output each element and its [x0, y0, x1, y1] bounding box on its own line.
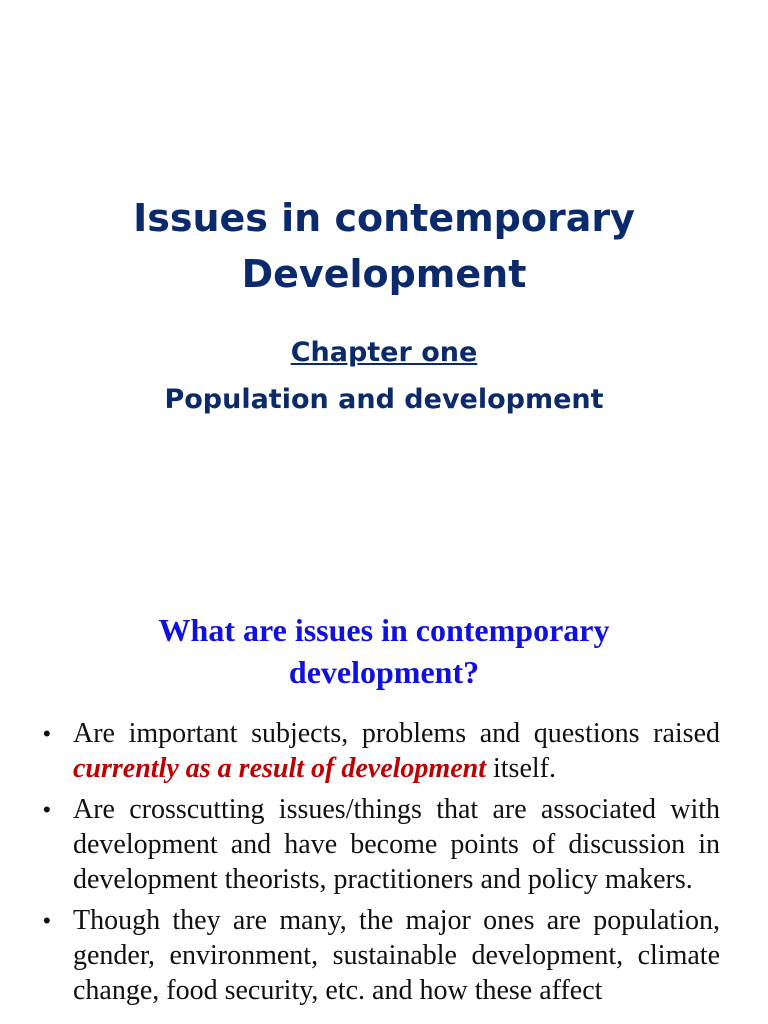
slide-title-line2: Development: [241, 252, 527, 296]
bullet-item: [43, 716, 720, 786]
bullet-text: Are important subjects, problems and questions raised: [73, 718, 720, 749]
bullet-icon: •: [43, 908, 51, 933]
section-heading-line2: development?: [288, 654, 480, 690]
bullet-item: [43, 792, 720, 897]
content-slide: [0, 576, 768, 1024]
bullet-item: [43, 903, 720, 1008]
bullet-icon: •: [43, 797, 51, 822]
bullet-list: [0, 716, 768, 1014]
slide-subtitle: Population and development: [164, 384, 604, 415]
section-heading-line1: What are issues in contemporary: [158, 612, 610, 648]
slide-title-line1: Issues in contemporary: [133, 196, 635, 240]
slide-title: [0, 190, 768, 302]
bullet-text: Though they are many, the major ones are population, gender, environment, sustainable development, climate change, food security, etc. and how these affect: [73, 905, 720, 1006]
bullet-icon: •: [43, 721, 51, 746]
chapter-label: Chapter one: [290, 337, 478, 368]
bullet-emphasis: currently as a result of development: [73, 753, 486, 784]
bullet-text: Are crosscutting issues/things that are associated with development and have become points of discussion in development theorists, practitioners and policy makers.: [73, 794, 720, 895]
section-heading: [60, 609, 708, 693]
bullet-text-end: itself.: [485, 753, 556, 784]
